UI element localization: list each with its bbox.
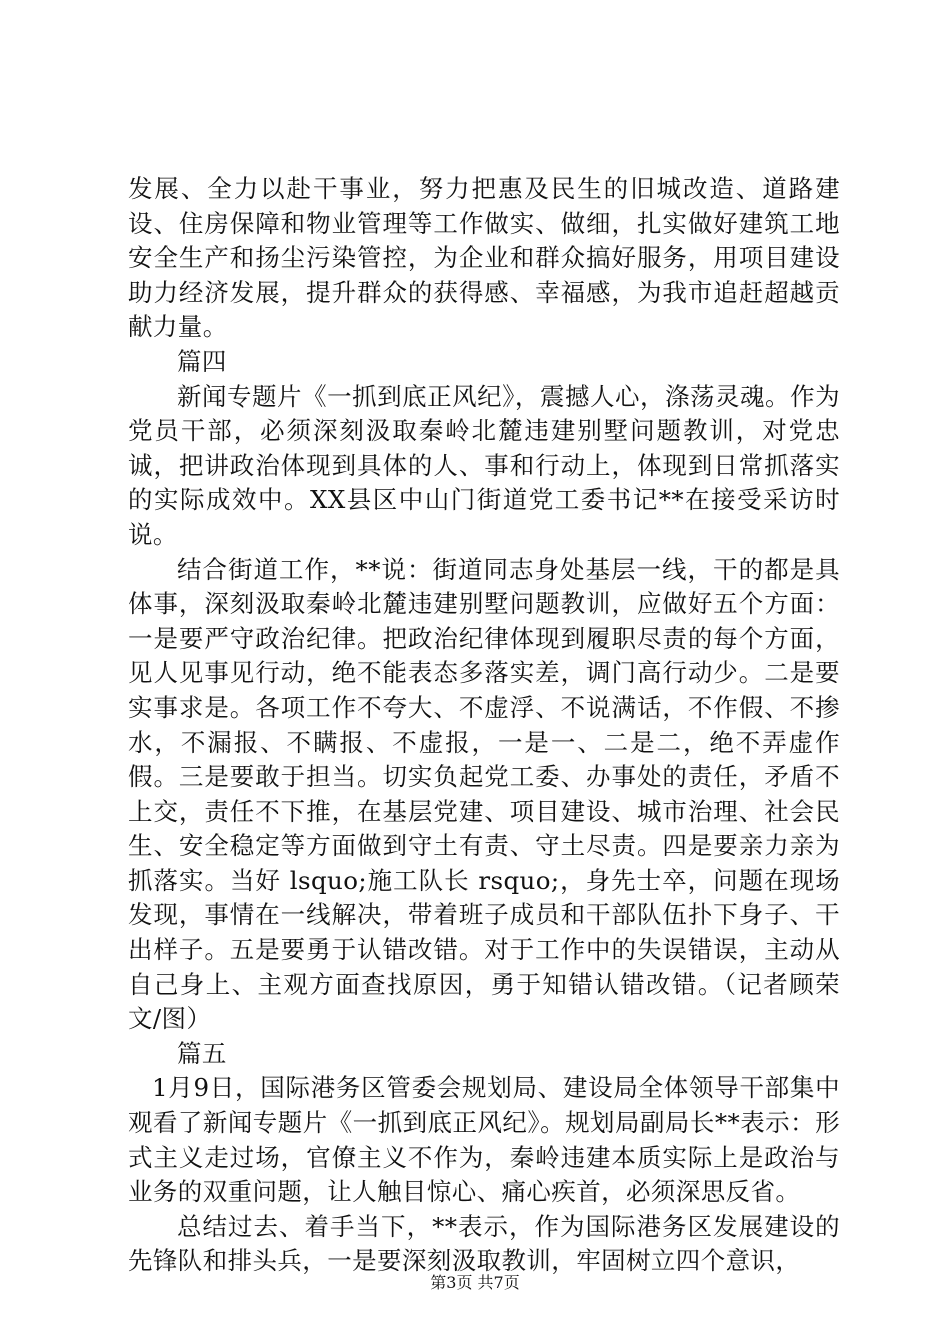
- section-heading: 篇五: [177, 1038, 227, 1068]
- paragraph: 结合街道工作，**说：街道同志身处基层一线，干的都是具体事，深刻汲取秦岭北麓违建别墅问题教训，应做好五个方面：一是要严守政治纪律。把政治纪律体现到履职尽责的每个方面，见人见事见行动，绝不能表态多落实差，调门高行动少。二是要实事求是。各项工作不夸大、不虚浮、不说满话，不作假、不掺水，不漏报、不瞒报、不虚报，一是一、二是二，绝不弄虚作假。三是要敢于担当。切实负起党工委、办事处的责任，矛盾不上交，责任不下推，在基层党建、项目建设、城市治理、社会民生、安全稳定等方面做到守土有责、守土尽责。四是要亲力亲为抓落实。当好 lsquo;施工队长 rsquo;，身先士卒，问题在现场发现，事情在一线解决，带着班子成员和干部队伍扑下身子、干出样子。五是要勇于认错改错。对于工作中的失误错误，主动从自己身上、主观方面查找原因，勇于知错认错改错。（记者顾荣文/图）: [128, 554, 840, 1034]
- page-number-footer: 第3页 共7页: [430, 1273, 520, 1292]
- paragraph: 发展、全力以赴干事业，努力把惠及民生的旧城改造、道路建设、住房保障和物业管理等工作做实、做细，扎实做好建筑工地安全生产和扬尘污染管控，为企业和群众搞好服务，用项目建设助力经济发展，提升群众的获得感、幸福感，为我市追赶超越贡献力量。: [128, 174, 840, 342]
- paragraph: 新闻专题片《一抓到底正风纪》，震撼人心，涤荡灵魂。作为党员干部，必须深刻汲取秦岭北麓违建别墅问题教训，对党忠诚，把讲政治体现到具体的人、事和行动上，体现到日常抓落实的实际成效中。XX县区中山门街道党工委书记**在接受采访时说。: [128, 381, 840, 549]
- section-heading: 篇四: [177, 346, 227, 376]
- paragraph: 总结过去、着手当下，**表示，作为国际港务区发展建设的先锋队和排头兵，一是要深刻汲取教训，牢固树立四个意识，: [128, 1211, 840, 1276]
- paragraph: 1月9日，国际港务区管委会规划局、建设局全体领导干部集中观看了新闻专题片《一抓到底正风纪》。规划局副局长**表示：形式主义走过场，官僚主义不作为，秦岭违建本质实际上是政治与业务的双重问题，让人触目惊心、痛心疾首，必须深思反省。: [128, 1073, 840, 1207]
- document-body: [128, 172, 840, 1279]
